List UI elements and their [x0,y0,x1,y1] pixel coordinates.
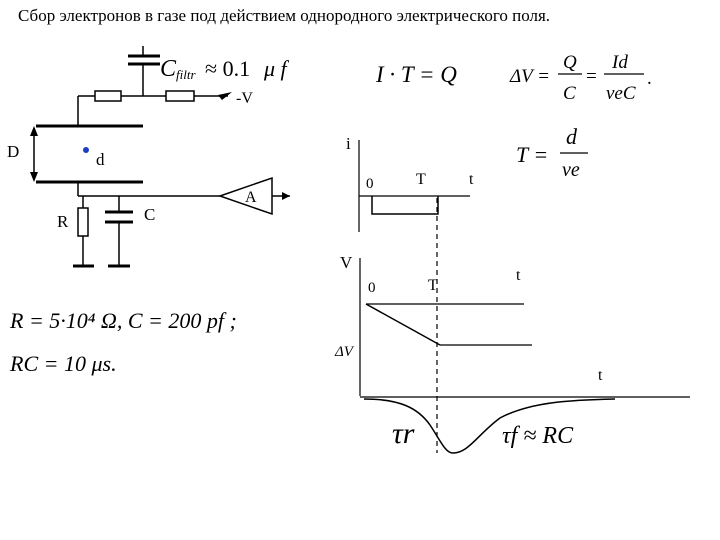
current-origin: 0 [366,176,374,192]
circuit-arrowheads [30,92,290,200]
pulse-tau-f: τf ≈ RC [502,423,574,449]
label-cfiltr: C [160,56,177,82]
graphs [359,140,690,453]
label-d: d [96,150,105,169]
formula-dv-q: Q [563,52,577,73]
bias-resistor-1 [95,91,121,101]
formula-values-2: RC = 10 μs. [10,351,117,376]
label-R: R [57,212,69,231]
bias-resistor-2 [166,91,194,101]
formula-dv-lhs: ΔV = [510,66,550,87]
bias-arrow-icon [218,92,232,100]
formula-values-1: R = 5·10⁴ Ω, C = 200 pf ; [10,308,237,333]
voltage-ylabel: V [340,253,353,272]
formula-dv-eq: = [586,66,597,87]
current-xlabel: t [469,171,474,188]
formula-drift-d: d [566,124,577,149]
pulse-tau-r: τr [392,417,415,450]
voltage-mark-T: T [428,277,438,294]
pulse-xlabel: t [598,367,603,384]
formula-dv-period: . [647,68,652,89]
current-pulse [372,196,438,214]
voltage-delta-label: ΔV [335,344,353,360]
output-arrowhead-icon [282,192,290,200]
formula-drift-lhs: T = [516,142,549,167]
resistor-R [78,208,88,236]
formula-dv-vec: veC [606,83,636,104]
slide-title: Сбор электронов в газе под действием однородного электрического поля. [18,6,551,25]
label-cfiltr-unit: μ f [264,56,287,81]
label-cfiltr-sub: filtr [176,67,196,82]
voltage-xlabel: t [516,267,521,284]
voltage-ramp [366,304,440,345]
label-A: A [245,189,257,206]
current-ylabel: i [346,134,351,153]
formula-dv-id: Id [612,52,628,73]
voltage-origin: 0 [368,280,376,296]
label-C: C [144,205,156,224]
label-cfiltr-value: ≈ 0.1 [205,56,251,81]
label-D: D [7,142,20,161]
formula-drift-ve: ve [562,159,580,181]
formula-dv-c: C [563,83,576,104]
formula-charge: I · T = Q [376,62,457,87]
electron-dot [83,147,89,153]
label-minus-v: -V [236,90,253,107]
current-mark-T: T [416,171,426,188]
